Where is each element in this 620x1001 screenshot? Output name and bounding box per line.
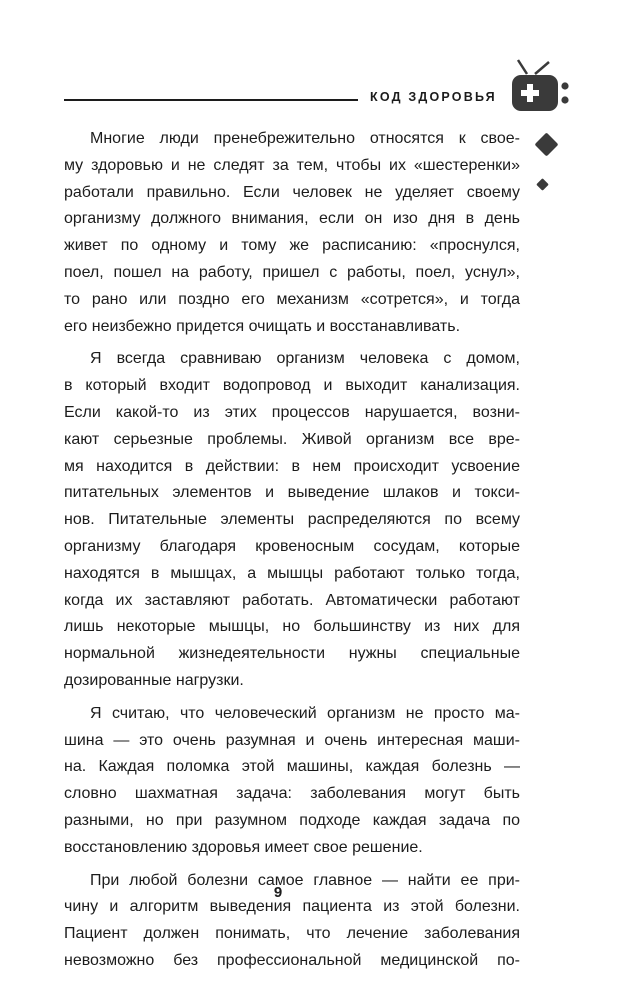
text-line: на. Каждая поломка этой машины, каждая болезнь —	[64, 758, 520, 776]
text-line: поел, пошел на работу, пришел с работы, поел, уснул»,	[64, 263, 520, 281]
text-line: нормальной жизнедеятельности нужны специальные	[64, 645, 520, 663]
text-line: Я всегда сравниваю организм человека с домом,	[90, 350, 520, 368]
text-line: питательных элементов и выведение шлаков и токси-	[64, 484, 520, 502]
tv-antenna-right	[535, 62, 549, 74]
diamond-small	[536, 178, 549, 191]
text-line: Если какой-то из этих процессов нарушается, возни-	[64, 403, 520, 421]
paragraph	[64, 346, 520, 694]
text-line: организму должного внимания, если он изо дня в день	[64, 210, 520, 228]
text-line: работали правильно. Если человек не уделяет своему	[64, 183, 520, 201]
text-line: организму благодаря кровеносным сосудам, которые	[64, 537, 520, 555]
paragraph	[64, 126, 520, 340]
text-line: дозированные нагрузки.	[64, 671, 244, 689]
tv-knob-top	[561, 82, 568, 89]
text-line: то рано или поздно его механизм «сотрется», и тогда	[64, 290, 520, 308]
header-rule	[64, 99, 358, 101]
page-number: 9	[273, 884, 283, 901]
text-line: му здоровью и не следят за тем, чтобы их «шестеренки»	[64, 156, 520, 174]
text-line: чину и алгоритм выведения пациента из этой болезни.	[64, 898, 520, 916]
running-head: КОД ЗДОРОВЬЯ	[370, 90, 497, 104]
tv-knob-bottom	[561, 96, 568, 103]
paragraph	[64, 701, 520, 862]
text-line: словно шахматная задача: заболевания могут быть	[64, 785, 520, 803]
body-text	[64, 126, 520, 975]
text-line: мя находится в действии: в нем происходит усвоение	[64, 457, 520, 475]
text-line: находятся в мышцах, а мышцы работают только тогда,	[64, 564, 520, 582]
text-line: когда их заставляют работать. Автоматически работают	[64, 591, 520, 609]
tv-antenna-left	[518, 60, 527, 74]
text-line: кают серьезные проблемы. Живой организм все вре-	[64, 430, 520, 448]
text-line: живет по одному и тому же расписанию: «проснулся,	[64, 237, 520, 255]
text-line: разными, но при разумном подходе каждая задача по	[64, 811, 520, 829]
diamond-large	[534, 132, 558, 156]
tv-plus-horizontal	[521, 90, 539, 96]
text-line: Я считаю, что человеческий организм не просто ма-	[90, 704, 520, 722]
text-line: в который входит водопровод и выходит канализация.	[64, 377, 520, 395]
text-line: нов. Питательные элементы распределяются по всему	[64, 511, 520, 529]
text-line: его неизбежно придется очищать и восстанавливать.	[64, 317, 461, 335]
text-line: При любой болезни самое главное — найти ее при-	[90, 871, 520, 889]
text-line: Пациент должен понимать, что лечение заболевания	[64, 925, 520, 943]
text-line: восстановлению здоровья имеет свое решение.	[64, 838, 423, 856]
text-line: лишь некоторые мышцы, но большинству из них для	[64, 618, 520, 636]
text-line: шина — это очень разумная и очень интересная маши-	[64, 731, 520, 749]
text-line: невозможно без профессиональной медицинской по-	[64, 951, 520, 969]
text-line: Многие люди пренебрежительно относятся к свое-	[90, 130, 520, 147]
